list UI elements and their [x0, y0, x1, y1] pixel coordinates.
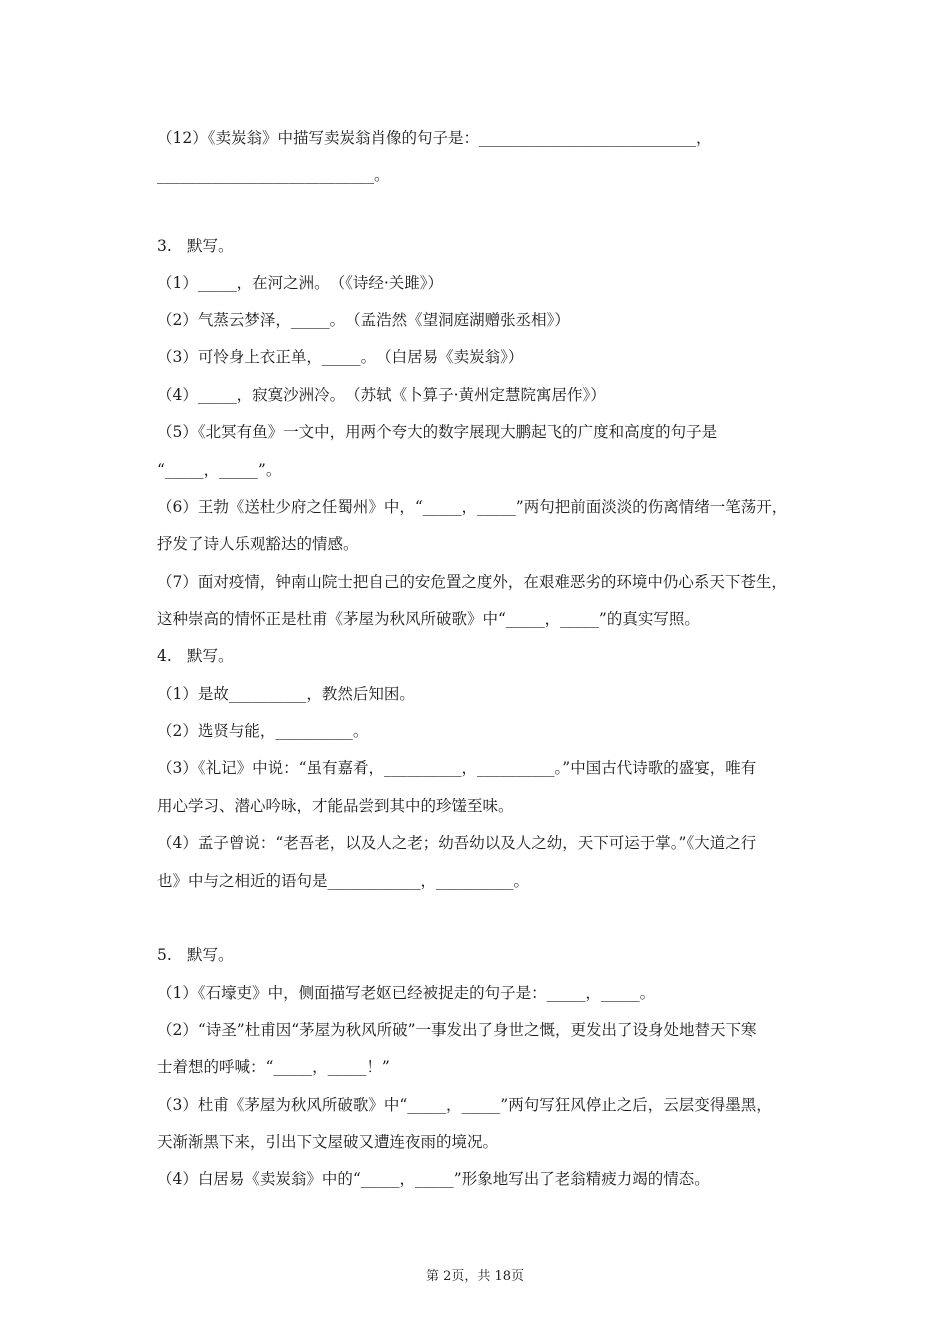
- q5-line: 天渐渐黑下来，引出下文屋破又遭连夜雨的境况。: [157, 1133, 499, 1151]
- q2-item-12-line1: （12）《卖炭翁》中描写卖炭翁肖像的句子是：____________________________，: [157, 129, 712, 147]
- q4-title: 默写。: [187, 647, 234, 665]
- q3-line: （3）可怜身上衣正单，_____。 （白居易《卖炭翁》）: [157, 348, 524, 366]
- q4-heading: [157, 645, 234, 667]
- q5-line: （3）杜甫《茅屋为秋风所破歌》中“_____，_____”两句写狂风停止之后，云层变得墨黑，: [157, 1096, 772, 1114]
- q4-number: 4.: [157, 647, 172, 665]
- q3-line: （4）_____，寂寞沙洲冷。 （苏轼《卜算子·黄州定慧院寓居作》）: [157, 386, 606, 404]
- q4-line: （3）《礼记》中说：“虽有嘉肴，__________，__________。”中国古代诗歌的盛宴，唯有: [157, 759, 757, 777]
- q5-number: 5.: [157, 946, 172, 964]
- q3-number: 3.: [157, 237, 172, 255]
- page-footer: 第 2页，共 18页: [425, 1269, 525, 1284]
- q5-line: （2）“诗圣”杜甫因“茅屋为秋风所破”一事发出了身世之慨，更发出了设身处地替天下寒: [157, 1021, 757, 1039]
- q5-line: 士着想的呼喊：“_____，_____！”: [157, 1058, 390, 1076]
- q4-line: （4）孟子曾说：“老吾老，以及人之老；幼吾幼以及人之幼，天下可运于掌。”《大道之行: [157, 834, 757, 852]
- q3-line: （1）_____，在河之洲。 （《诗经·关雎》）: [157, 274, 444, 292]
- q3-heading: [157, 235, 234, 257]
- q4-line: 用心学习、潜心吟咏，才能品尝到其中的珍馐至味。: [157, 797, 514, 815]
- q5-heading: [157, 944, 234, 966]
- q3-title: 默写。: [187, 237, 234, 255]
- q3-line: 这种崇高的情怀正是杜甫《茅屋为秋风所破歌》中“_____，_____”的真实写照。: [157, 610, 700, 628]
- q5-line: （4）白居易《卖炭翁》中的“_____，_____”形象地写出了老翁精疲力竭的情态。: [157, 1170, 710, 1188]
- q4-line: （2）选贤与能，__________。: [157, 722, 369, 740]
- q5-title: 默写。: [187, 946, 234, 964]
- q3-line: （5）《北冥有鱼》一文中，用两个夸大的数字展现大鹏起飞的广度和高度的句子是: [157, 423, 718, 441]
- q3-line: （2）气蒸云梦泽，_____。 （孟浩然《望洞庭湖赠张丞相》）: [157, 311, 570, 329]
- q4-line: 也》中与之相近的语句是____________，__________。: [157, 872, 530, 890]
- q4-line: （1）是故__________，教然后知困。: [157, 685, 415, 703]
- q3-line: （7）面对疫情，钟南山院士把自己的安危置之度外，在艰难恶劣的环境中仍心系天下苍生，: [157, 573, 787, 591]
- q3-line: 抒发了诗人乐观豁达的情感。: [157, 535, 359, 553]
- q3-line: “_____，_____”。: [157, 461, 282, 479]
- q5-line: （1）《石壕吏》中，侧面描写老妪已经被捉走的句子是：_____，_____。: [157, 984, 656, 1002]
- q3-line: （6）王勃《送杜少府之任蜀州》中，“_____，_____”两句把前面淡淡的伤离情绪一笔荡开，: [157, 498, 788, 516]
- q2-item-12-line2: ____________________________。: [157, 166, 390, 184]
